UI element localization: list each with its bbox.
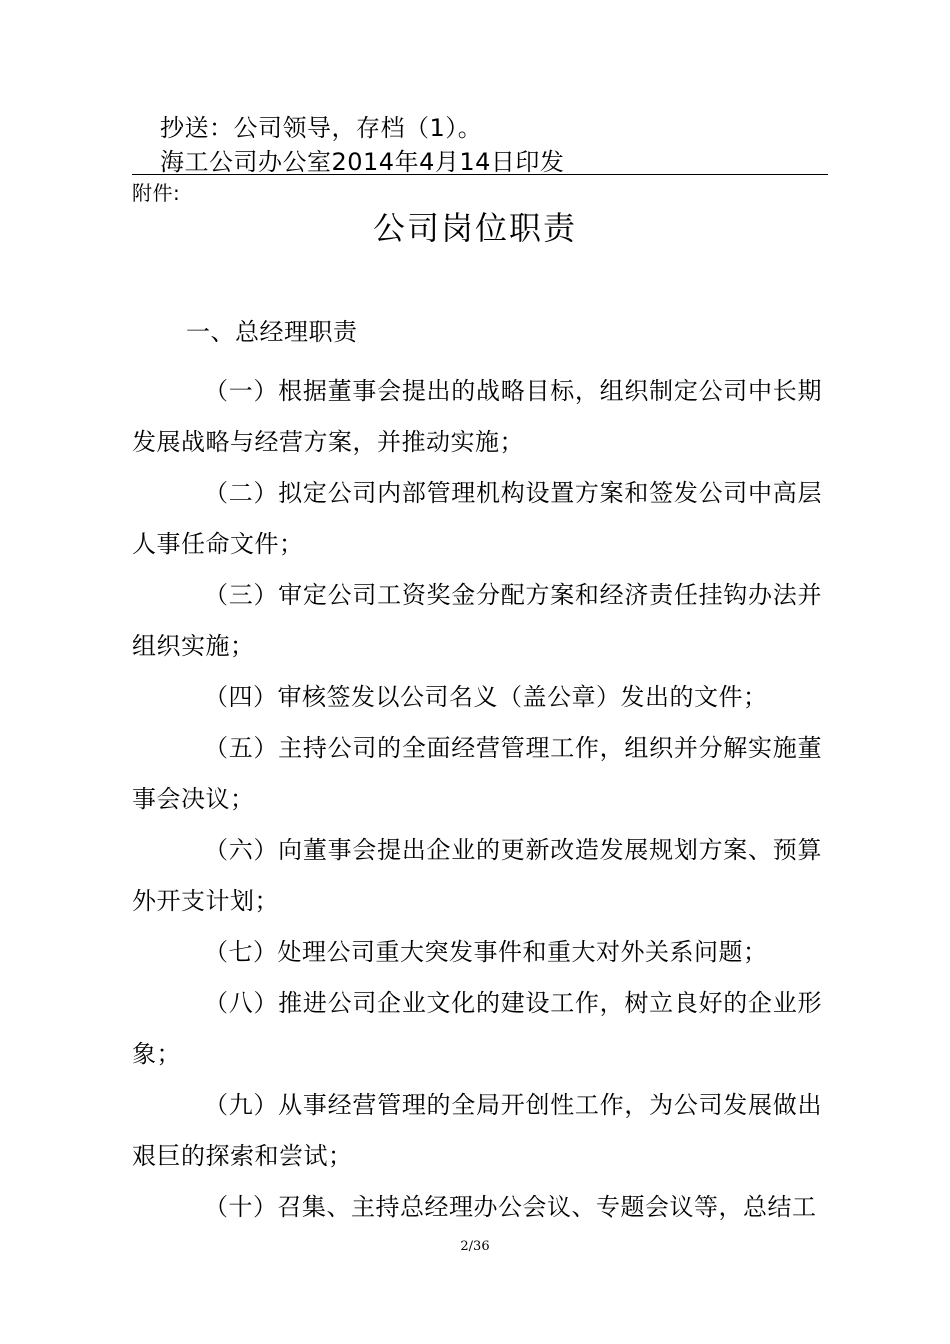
document-title: 公司岗位职责	[372, 209, 577, 247]
duty-item: （一）根据董事会提出的战略目标，组织制定公司中长期发展战略与经营方案，并推动实施；	[132, 377, 822, 456]
duty-item: （四）审核签发以公司名义（盖公章）发出的文件；	[204, 683, 768, 711]
duty-item: （二）拟定公司内部管理机构设置方案和签发公司中高层人事任命文件；	[132, 479, 822, 558]
duty-list	[132, 366, 822, 1233]
duty-item: （五）主持公司的全面经营管理工作，组织并分解实施董事会决议；	[132, 734, 822, 813]
duty-item: （六）向董事会提出企业的更新改造发展规划方案、预算外开支计划；	[132, 836, 822, 915]
page-number: 2/36	[460, 1239, 490, 1254]
duty-item: （七）处理公司重大突发事件和重大对外关系问题；	[204, 938, 768, 966]
issuer-line: 海工公司办公室2014年4月14日印发	[160, 148, 565, 176]
header-divider	[132, 174, 828, 175]
attachment-label: 附件:	[132, 181, 181, 205]
duty-item: （十）召集、主持总经理办公会议、专题会议等，总结工	[204, 1193, 817, 1221]
cc-line: 抄送：公司领导，存档（1）。	[160, 114, 483, 142]
duty-item: （九）从事经营管理的全局开创性工作，为公司发展做出艰巨的探索和尝试；	[132, 1091, 822, 1170]
section-heading: 一、总经理职责	[186, 318, 358, 346]
duty-item: （三）审定公司工资奖金分配方案和经济责任挂钩办法并组织实施；	[132, 581, 822, 660]
duty-item: （八）推进公司企业文化的建设工作，树立良好的企业形象；	[132, 989, 822, 1068]
